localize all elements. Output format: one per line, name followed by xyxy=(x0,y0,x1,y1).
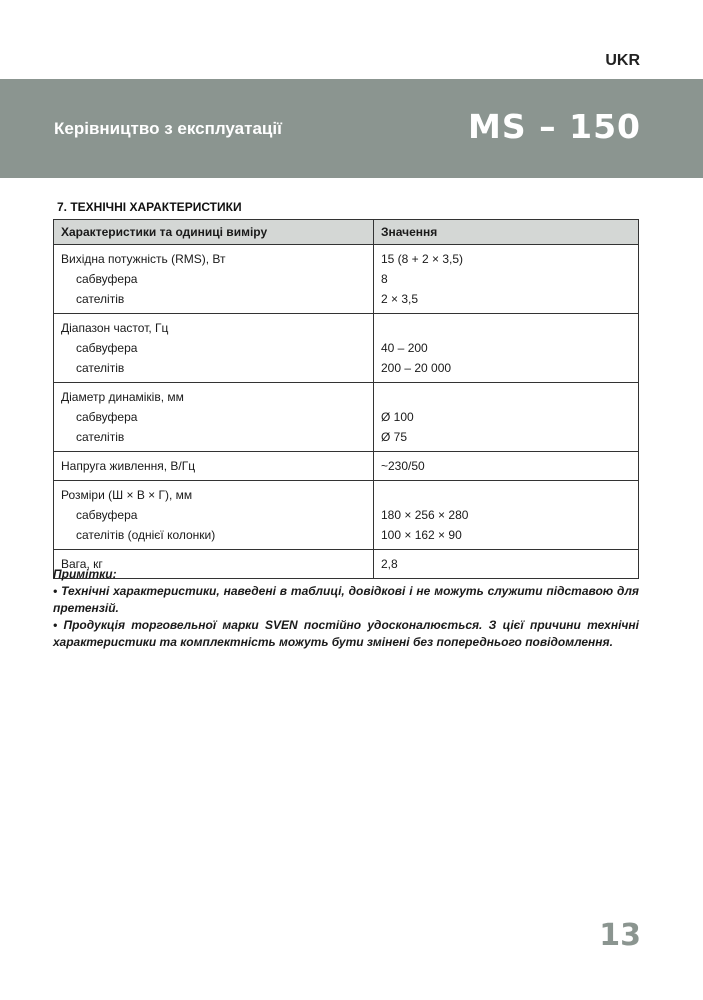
table-row xyxy=(54,383,639,452)
row-sublabel: сателітів xyxy=(76,361,125,375)
row-value xyxy=(381,387,630,407)
row-sublabel: сабвуфера xyxy=(76,410,138,424)
row-sublabel: сабвуфера xyxy=(76,341,138,355)
row-label-cell xyxy=(54,481,374,550)
row-sublabel: сателітів (однієї колонки) xyxy=(76,528,216,542)
row-label-cell xyxy=(54,452,374,481)
row-label-cell xyxy=(54,383,374,452)
row-value-cell xyxy=(374,245,639,314)
model-name: MS – 150 xyxy=(468,107,641,146)
row-label-cell xyxy=(54,314,374,383)
row-value-cell xyxy=(374,383,639,452)
row-value-cell xyxy=(374,452,639,481)
row-value: 2,8 xyxy=(381,557,398,571)
notes-block xyxy=(53,566,639,651)
column-header-characteristic: Характеристики та одиниці виміру xyxy=(54,220,374,245)
row-label: Вага, кг xyxy=(61,557,103,571)
row-sublabel: сабвуфера xyxy=(76,272,138,286)
note-item: • Технічні характеристики, наведені в таблиці, довідкові і не можуть служити підставою для претензій. xyxy=(53,584,639,615)
row-value-cell xyxy=(374,314,639,383)
row-label: Розміри (Ш × В × Г), мм xyxy=(61,488,193,502)
row-value: 8 xyxy=(381,272,388,286)
row-value: 2 × 3,5 xyxy=(381,292,419,306)
row-value: 200 – 20 000 xyxy=(381,361,452,375)
row-sublabel: сабвуфера xyxy=(76,508,138,522)
row-label: Діапазон частот, Гц xyxy=(61,321,169,335)
row-value-cell xyxy=(374,481,639,550)
notes-title: Примітки: xyxy=(53,567,117,581)
manual-title: Керівництво з експлуатації xyxy=(54,119,282,138)
header-banner xyxy=(0,79,703,178)
row-value: 15 (8 + 2 × 3,5) xyxy=(381,252,464,266)
table-row xyxy=(54,314,639,383)
row-label: Діаметр динаміків, мм xyxy=(61,390,184,404)
row-value: 180 × 256 × 280 xyxy=(381,508,469,522)
note-item: • Продукція торговельної марки SVEN постійно удосконалюється. З цієї причини технічні характеристики та комплектність можуть бути змінені без попереднього повідомлення. xyxy=(53,618,639,649)
row-value: 100 × 162 × 90 xyxy=(381,528,462,542)
row-value: ~230/50 xyxy=(381,459,425,473)
table-row xyxy=(54,452,639,481)
row-label: Напруга живлення, В/Гц xyxy=(61,459,196,473)
row-label: Вихідна потужність (RMS), Вт xyxy=(61,252,226,266)
row-value: Ø 75 xyxy=(381,430,408,444)
table-header-row xyxy=(54,220,639,245)
row-sublabel: сателітів xyxy=(76,430,125,444)
row-value: 40 – 200 xyxy=(381,341,428,355)
row-label-cell xyxy=(54,245,374,314)
row-value: Ø 100 xyxy=(381,410,414,424)
row-value xyxy=(381,485,630,505)
language-code: UKR xyxy=(605,52,640,69)
column-header-value: Значення xyxy=(374,220,639,245)
section-title: 7. ТЕХНІЧНІ ХАРАКТЕРИСТИКИ xyxy=(57,200,242,214)
table-row xyxy=(54,245,639,314)
row-value xyxy=(381,318,630,338)
spec-table xyxy=(53,219,639,579)
page-number: 13 xyxy=(599,918,641,953)
row-sublabel: сателітів xyxy=(76,292,125,306)
table-row xyxy=(54,481,639,550)
